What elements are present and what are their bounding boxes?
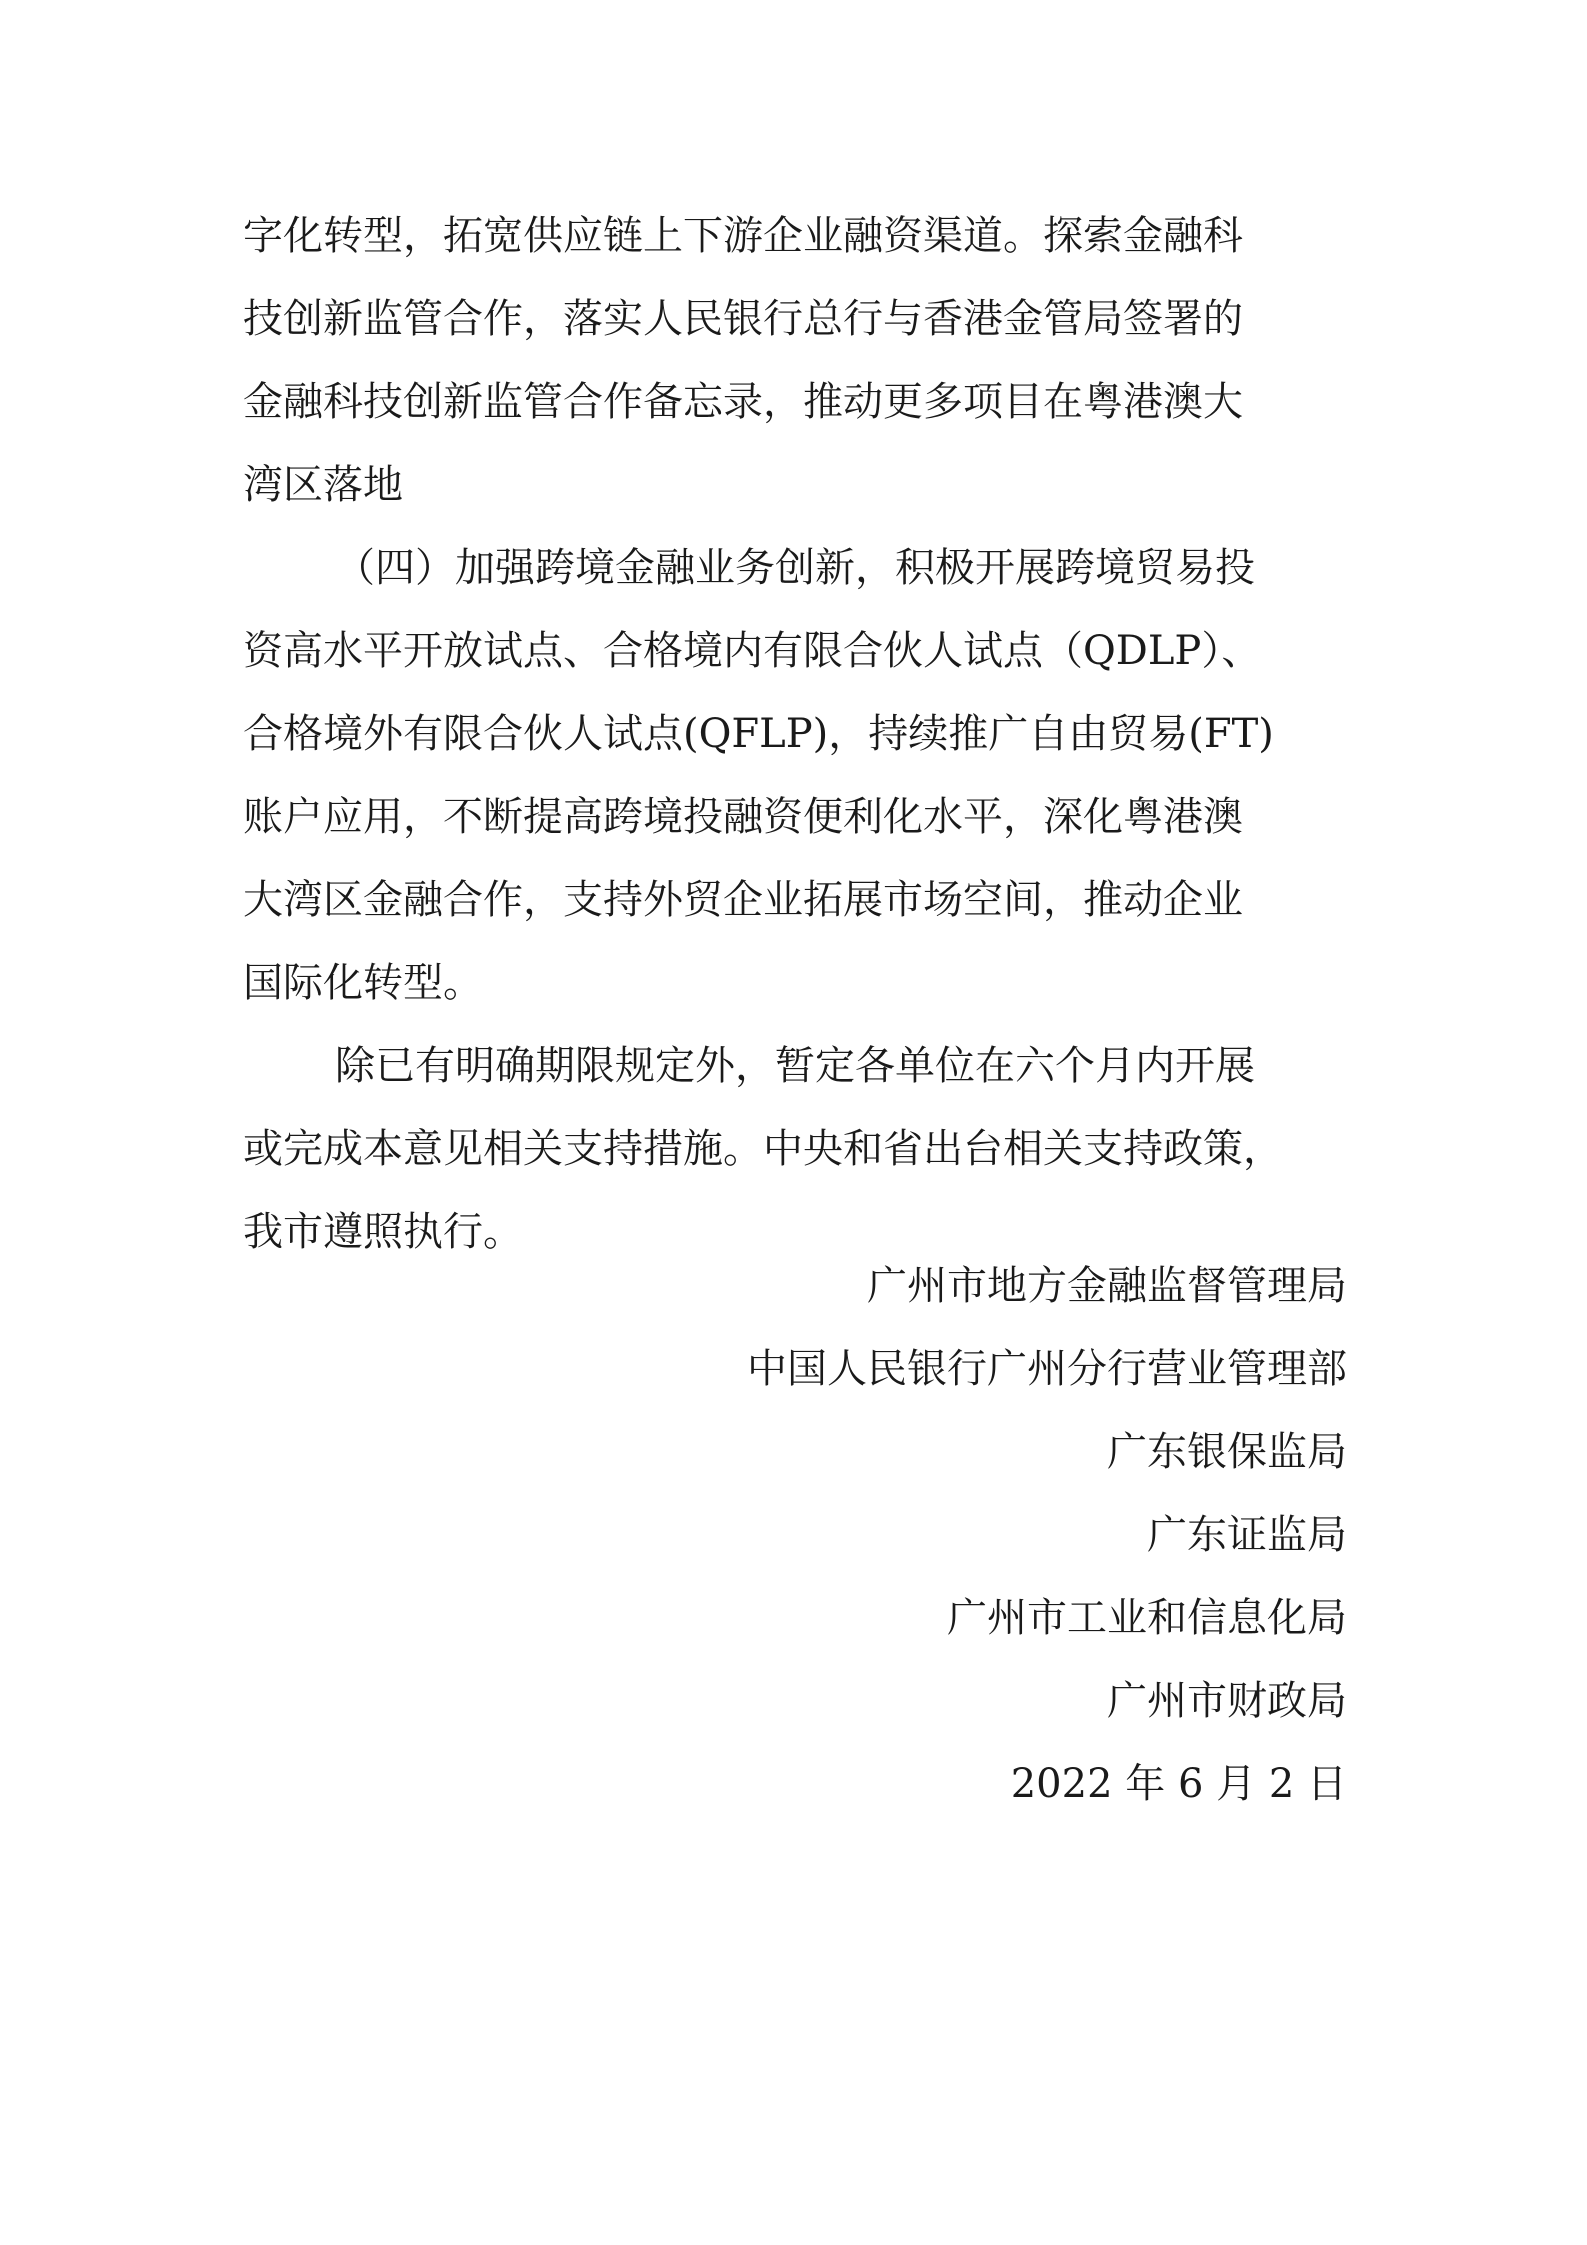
- body-text: [243, 195, 1348, 1274]
- signatory-name: 广州市财政局: [1107, 1678, 1347, 1724]
- signature-block: [747, 1245, 1347, 1826]
- paragraph-line: 资高水平开放试点、合格境内有限合伙人试点（QDLP）、: [243, 628, 1262, 674]
- paragraph-line: 字化转型，拓宽供应链上下游企业融资渠道。探索金融科: [243, 213, 1243, 259]
- paragraph-line: 金融科技创新监管合作备忘录，推动更多项目在粤港澳大: [243, 379, 1243, 425]
- paragraph-line: 或完成本意见相关支持措施。中央和省出台相关支持政策，: [243, 1126, 1283, 1172]
- signatory-name: 广州市地方金融监督管理局: [867, 1263, 1347, 1309]
- signatory-name: 广东证监局: [1147, 1512, 1347, 1558]
- signatory-name: 广东银保监局: [1107, 1429, 1347, 1475]
- paragraph-line: 账户应用，不断提高跨境投融资便利化水平，深化粤港澳: [243, 794, 1243, 840]
- paragraph-line: 大湾区金融合作，支持外贸企业拓展市场空间，推动企业: [243, 877, 1243, 923]
- paragraph-line: 技创新监管合作，落实人民银行总行与香港金管局签署的: [243, 296, 1243, 342]
- signatory-name: 中国人民银行广州分行营业管理部: [747, 1346, 1347, 1392]
- paragraph-line: 湾区落地: [243, 462, 403, 508]
- paragraph-line: 除已有明确期限规定外，暂定各单位在六个月内开展: [335, 1043, 1255, 1089]
- document-date: 2022 年 6 月 2 日: [1010, 1761, 1347, 1807]
- signatory-name: 广州市工业和信息化局: [947, 1595, 1347, 1641]
- paragraph-line: 我市遵照执行。: [243, 1209, 523, 1255]
- paragraph-line: （四）加强跨境金融业务创新，积极开展跨境贸易投: [335, 545, 1255, 591]
- paragraph-line: 国际化转型。: [243, 960, 483, 1006]
- paragraph-line: 合格境外有限合伙人试点(QFLP)，持续推广自由贸易(FT): [243, 711, 1274, 757]
